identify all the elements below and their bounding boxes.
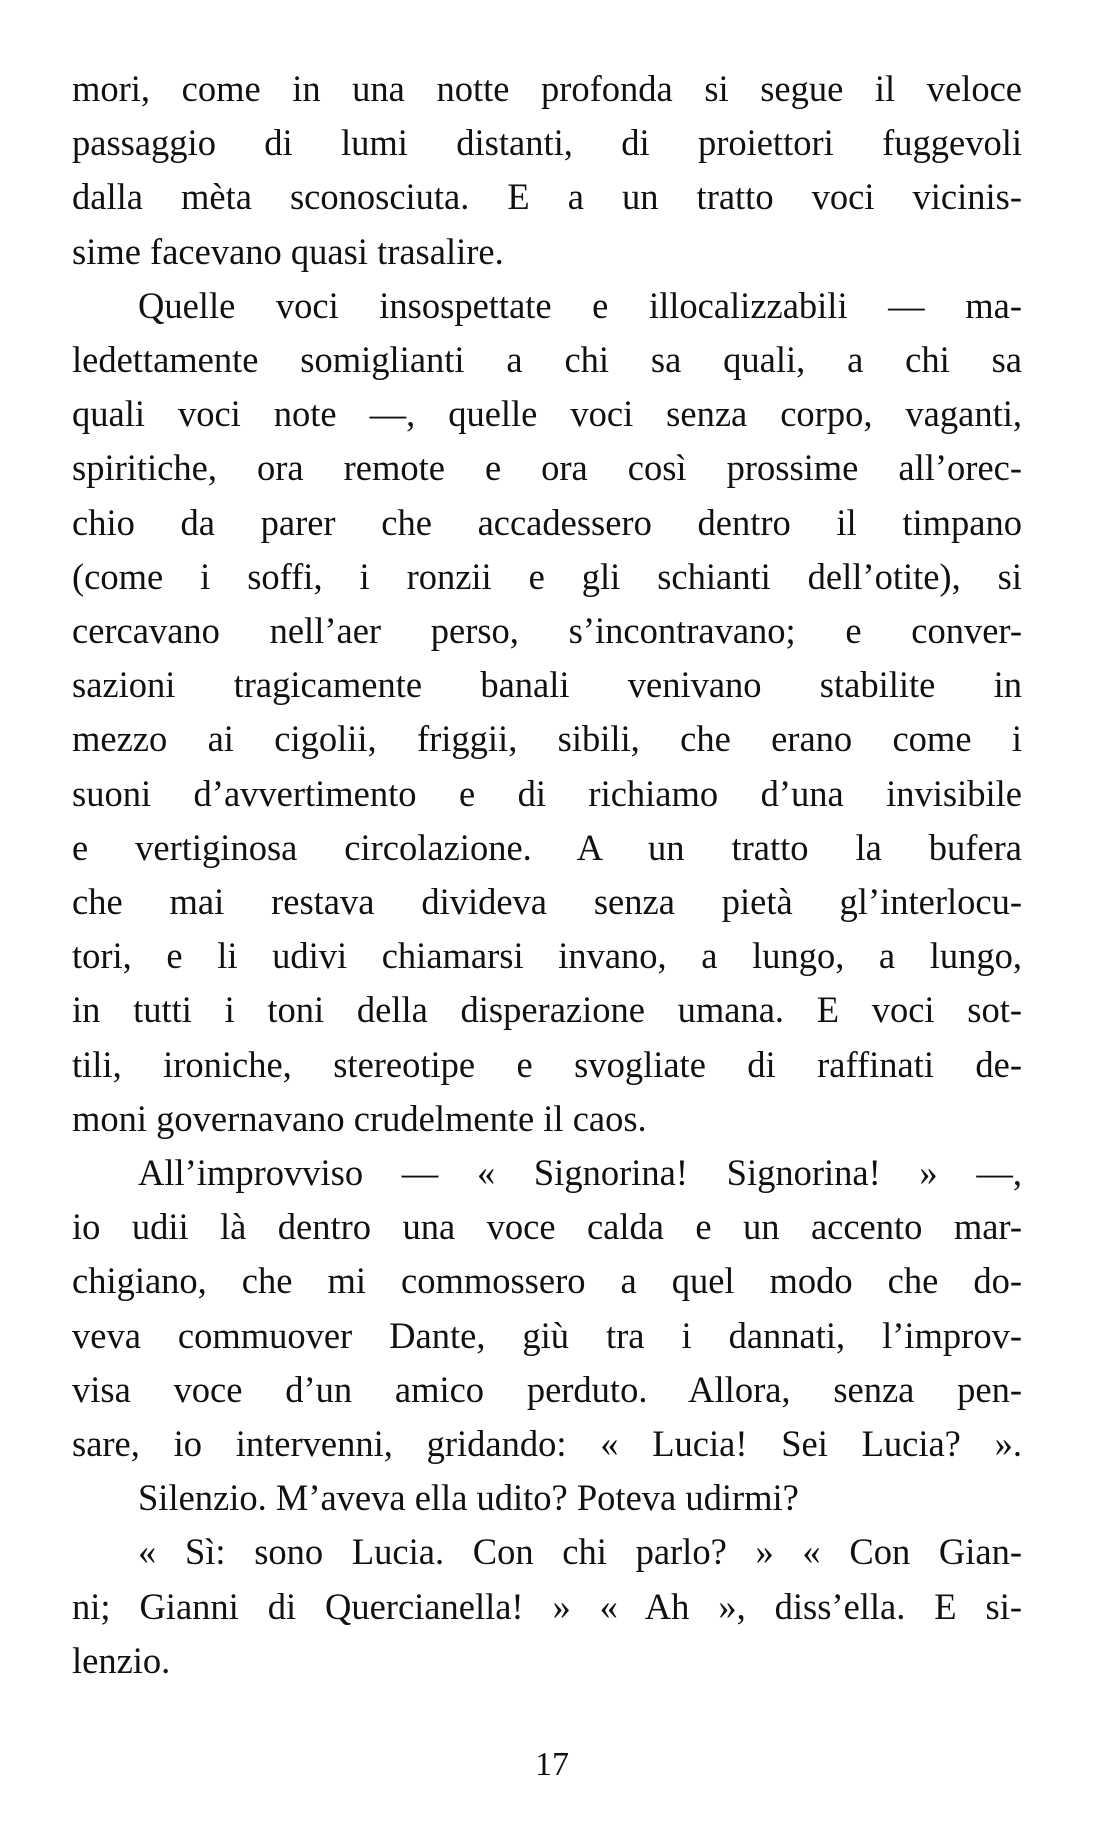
text-line: chigiano, che mi commossero a quel modo che do-: [72, 1260, 1022, 1302]
text-line: che mai restava divideva senza pietà gl’interlocu-: [72, 881, 1022, 923]
page-number: 17: [535, 1746, 569, 1783]
text-line: tori, e li udivi chiamarsi invano, a lungo, a lungo,: [72, 935, 1022, 977]
text-line: All’improvviso — « Signorina! Signorina! » —,: [138, 1152, 1022, 1194]
text-line: tili, ironiche, stereotipe e svogliate di raffinati de-: [72, 1043, 1022, 1085]
text-line: io udii là dentro una voce calda e un accento mar-: [72, 1206, 1022, 1248]
text-line: mezzo ai cigolii, friggii, sibili, che erano come i: [72, 718, 1022, 760]
text-line: spiritiche, ora remote e ora così prossime all’orec-: [72, 447, 1022, 489]
text-line: in tutti i toni della disperazione umana. E voci sot-: [72, 989, 1022, 1031]
text-line: Quelle voci insospettate e illocalizzabili — ma-: [138, 284, 1022, 326]
text-line: e vertiginosa circolazione. A un tratto la bufera: [72, 826, 1022, 868]
text-line: sazioni tragicamente banali venivano stabilite in: [72, 664, 1022, 706]
text-line: passaggio di lumi distanti, di proiettori fuggevoli: [72, 122, 1022, 164]
text-line: sare, io intervenni, gridando: « Lucia! Sei Lucia? ».: [72, 1423, 1022, 1465]
paragraph-3: [72, 1146, 1022, 1471]
text-line: dalla mèta sconosciuta. E a un tratto voci vicinis-: [72, 176, 1022, 218]
text-line: cercavano nell’aer perso, s’incontravano; e conver-: [72, 610, 1022, 652]
paragraph-5: [72, 1525, 1022, 1688]
text-line: suoni d’avvertimento e di richiamo d’una invisibile: [72, 772, 1022, 814]
text-line: mori, come in una notte profonda si segue il veloce: [72, 68, 1022, 109]
text-line: lenzio.: [72, 1639, 171, 1681]
text-line: Silenzio. M’aveva ella udito? Poteva udirmi?: [138, 1477, 799, 1519]
paragraph-1: [72, 62, 1022, 279]
text-line: sime facevano quasi trasalire.: [72, 230, 504, 272]
paragraph-4: [72, 1471, 1022, 1525]
text-line: ni; Gianni di Quercianella! » « Ah », diss’ella. E si-: [72, 1585, 1022, 1627]
text-line: (come i soffi, i ronzii e gli schianti dell’otite), si: [72, 555, 1022, 597]
body-text: [72, 62, 1022, 1688]
text-line: quali voci note —, quelle voci senza corpo, vaganti,: [72, 393, 1022, 435]
text-line: chio da parer che accadessero dentro il timpano: [72, 501, 1022, 543]
paragraph-2: [72, 279, 1022, 1146]
text-line: ledettamente somiglianti a chi sa quali, a chi sa: [72, 339, 1022, 381]
text-line: visa voce d’un amico perduto. Allora, senza pen-: [72, 1368, 1022, 1410]
text-line: « Sì: sono Lucia. Con chi parlo? » « Con Gian-: [138, 1531, 1022, 1573]
text-line: moni governavano crudelmente il caos.: [72, 1097, 647, 1139]
text-line: veva commuover Dante, giù tra i dannati, l’improv-: [72, 1314, 1022, 1356]
